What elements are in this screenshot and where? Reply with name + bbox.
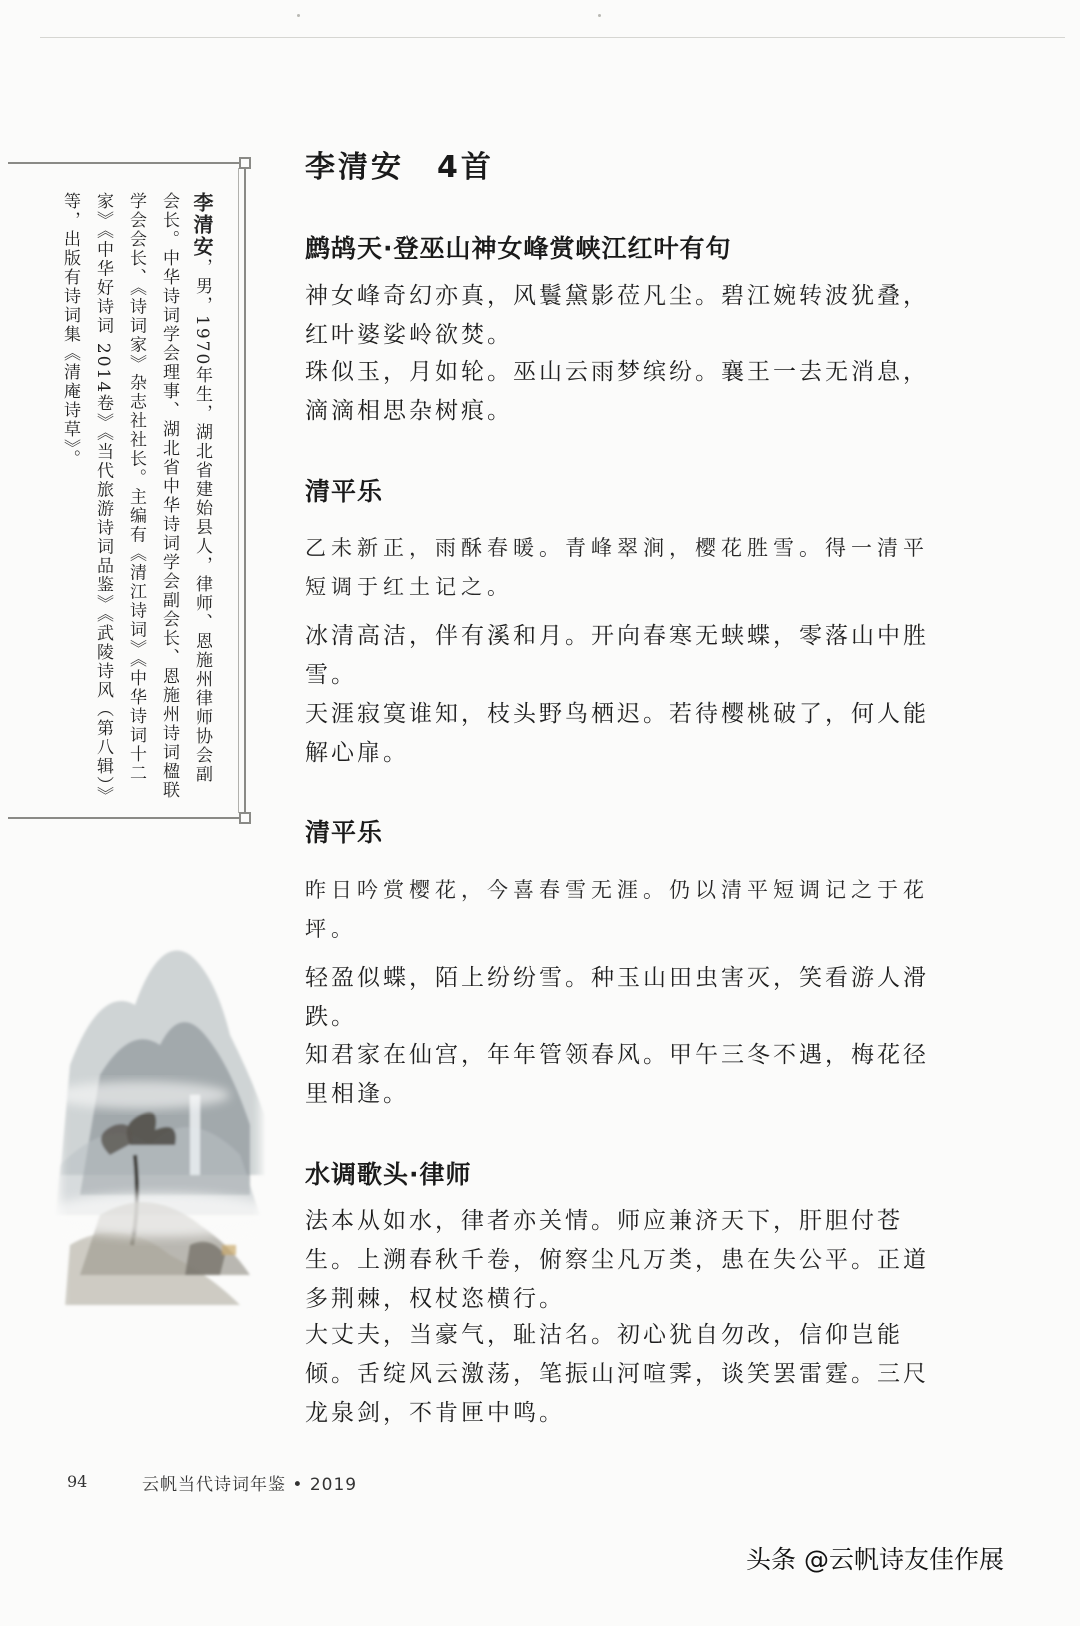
poem-stanza: 知君家在仙宫，年年管领春风。甲午三冬不遇，梅花径里相逢。 (305, 1042, 929, 1107)
poem-stanza: 轻盈似蝶，陌上纷纷雪。种玉山田虫害灭，笑看游人滑跌。 (305, 965, 929, 1030)
poem-title: 水调歌头·律师 (305, 1160, 472, 1189)
poem-stanza: 冰清高洁，伴有溪和月。开向春寒无蛱蝶，零落山中胜雪。 (305, 623, 929, 688)
poem-title: 鹧鸪天·登巫山神女峰赏峡江红叶有句 (305, 234, 732, 263)
poem-title: 清平乐 (305, 477, 384, 506)
poem-stanza: 天涯寂寞谁知，枝头野鸟栖迟。若待樱桃破了，何人能解心扉。 (305, 701, 929, 766)
scan-speck (297, 14, 300, 17)
book-title-footer: 云帆当代诗词年鉴 • 2019 (142, 1475, 358, 1495)
poem-stanza: 神女峰奇幻亦真，风鬟黛影莅凡尘。碧江婉转波犹叠，红叶婆娑岭欲焚。 (305, 283, 929, 348)
poem-title: 清平乐 (305, 818, 384, 847)
top-rule (40, 37, 1065, 38)
panel-corner-ornament (239, 812, 251, 824)
author-bio (18, 192, 218, 802)
poem-preface: 乙未新正，雨酥春暖。青峰翠涧，樱花胜雪。得一清平短调于红土记之。 (305, 536, 929, 599)
page-number: 94 (67, 1472, 88, 1491)
poem-stanza: 珠似玉，月如轮。巫山云雨梦缤纷。襄王一去无消息，滴滴相思杂树痕。 (305, 359, 929, 424)
author-bio-panel (8, 162, 246, 819)
panel-corner-ornament (239, 157, 251, 169)
source-watermark: 头条 @云帆诗友佳作展 (746, 1545, 1004, 1574)
landscape-painting (40, 915, 280, 1345)
scan-speck (598, 14, 601, 17)
author-bio-text: ，男，1970年生，湖北省建始县人，律师、恩施州律师协会副会长。中华诗词学会理事、湖北省中华诗词学会副会长、恩施州诗词楹联学会会长、《诗词家》杂志社社长。主编有《清江诗词》《中华诗词十二家》《中华好诗词 2014卷》《当代旅游诗词品鉴》《武陵诗风（第八辑）》等，出版有诗词集《清庵诗草》。 (60, 192, 212, 800)
author-heading: 李清安 4首 (305, 150, 494, 185)
poem-stanza: 法本从如水，律者亦关情。师应兼济天下，肝胆付苍生。上溯春秋千卷，俯察尘凡万类，患在失公平。正道多荆棘，权杖恣横行。 (305, 1208, 929, 1312)
author-bio-name: 李清安 (190, 192, 214, 258)
poem-stanza: 大丈夫，当豪气，耻沽名。初心犹自勿改，信仰岂能倾。舌绽风云激荡，笔振山河喧霁，谈笑罢雷霆。三尺龙泉剑，不肯匣中鸣。 (305, 1322, 929, 1426)
poem-preface: 昨日吟赏樱花，今喜春雪无涯。仍以清平短调记之于花坪。 (305, 878, 929, 941)
